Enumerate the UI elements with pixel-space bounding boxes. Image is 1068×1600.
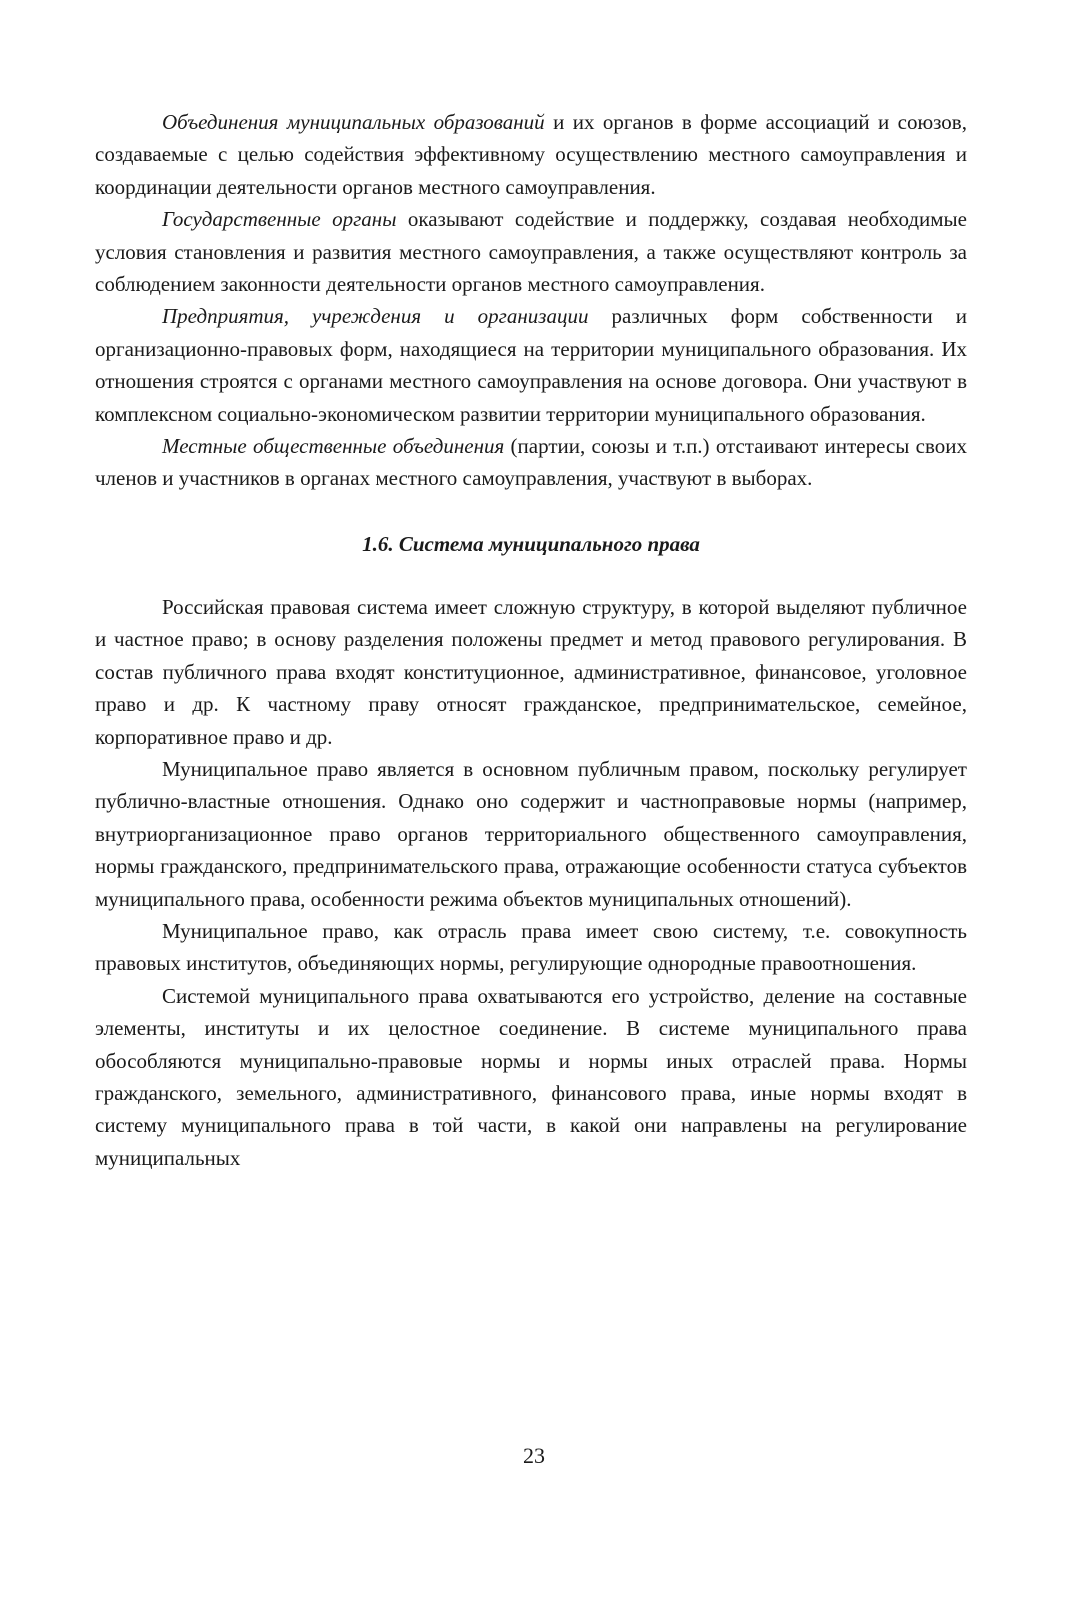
term-enterprises: Предприятия, учреждения и организации [162,304,589,329]
paragraph-branch-system: Муниципальное право, как отрасль права имеет свою систему, т.е. совокупность правовых институтов, объединяющих нормы, регулирующие однородные правоотношения. [95,918,967,976]
section-heading: 1.6. Система муниципального права [362,531,700,556]
paragraph-enterprises-text: различных форм собственности и организационно-правовых форм, находящиеся на территории муниципального образования. Их отношения строятся с органами местного самоуправления на основе договора. Они участвуют в комплексном социально-экономическом развитии территории муниципального образования. [95,304,967,426]
term-public-associations: Местные общественные объединения [162,434,505,459]
paragraph-state-bodies [95,203,967,300]
paragraph-public-law: Муниципальное право является в основном публичным правом, поскольку регулирует публично-властные отношения. Однако оно содержит и частноправовые нормы (например, внутриорганизационное право органов территориального общественного самоуправления, нормы гражданского, предпринимательского права, отражающие особенности статуса субъектов муниципального права, особенности режима объектов муниципальных отношений). [95,756,967,911]
paragraph-state-bodies-text: оказывают содействие и поддержку, создавая необходимые условия становления и развития местного самоуправления, а также осуществляют контроль за соблюдением законности деятельности органов местного самоуправления. [95,207,967,297]
paragraph-associations [95,106,967,203]
page-number: 23 [523,1443,545,1468]
page-body [95,106,967,1174]
paragraph-public-associations [95,430,967,495]
paragraph-associations-text: и их органов в форме ассоциаций и союзов, создаваемые с целью содействия эффективному осуществлению местного самоуправления и координации деятельности органов местного самоуправления. [95,110,967,199]
term-associations: Объединения муниципальных образований [162,110,545,134]
paragraph-legal-system: Российская правовая система имеет сложную структуру, в которой выделяют публичное и частное право; в основу разделения положены предмет и метод правового регулирования. В состав публичного права входят конституционное, административное, финансовое, уголовное право и др. К частному праву относят гражданское, предпринимательское, семейное, корпоративное право и др. [95,594,967,749]
paragraph-system-structure: Системой муниципального права охватываются его устройство, деление на составные элементы, институты и их целостное соединение. В системе муниципального права обособляются муниципально-правовые нормы и нормы иных отраслей права. Нормы гражданского, земельного, административного, финансового права, иные нормы входят в систему муниципального права в той части, в какой они направлены на регулирование муниципальных [95,983,967,1170]
paragraph-public-associations-text: (партии, союзы и т.п.) отстаивают интересы своих членов и участников в органах местного самоуправления, участвуют в выборах. [95,434,967,491]
term-state-bodies: Государственные органы [162,207,397,232]
paragraph-enterprises [95,300,967,430]
